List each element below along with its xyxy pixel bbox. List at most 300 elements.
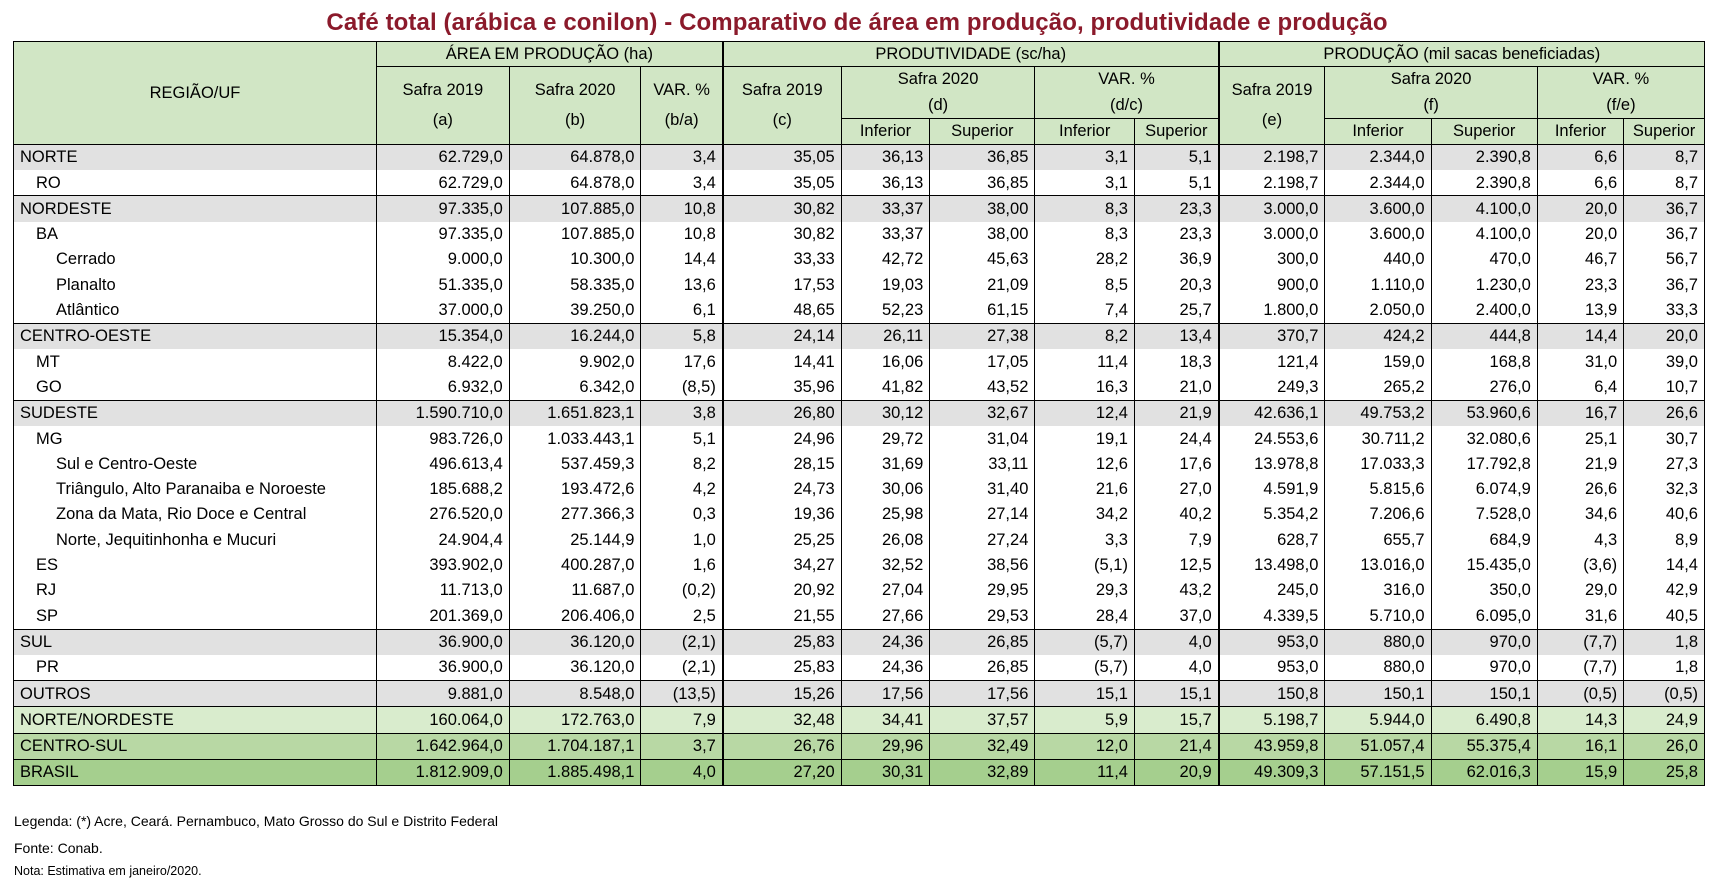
table-cell: 970,0 bbox=[1431, 655, 1537, 681]
table-cell: 953,0 bbox=[1219, 655, 1325, 681]
row-label: SUDESTE bbox=[14, 400, 377, 426]
table-cell: 107.885,0 bbox=[509, 196, 641, 222]
table-cell: 21,4 bbox=[1134, 733, 1218, 759]
table-cell: 15.354,0 bbox=[376, 323, 509, 349]
row-label: PR bbox=[14, 655, 377, 681]
table-cell: 24,9 bbox=[1624, 707, 1705, 733]
table-cell: 25.144,9 bbox=[509, 527, 641, 552]
table-cell: 29,0 bbox=[1537, 578, 1623, 603]
table-cell: 4.100,0 bbox=[1431, 222, 1537, 247]
table-cell: 38,00 bbox=[930, 196, 1035, 222]
table-cell: 16,3 bbox=[1035, 375, 1135, 401]
table-cell: 21,6 bbox=[1035, 477, 1135, 502]
table-cell: 17,6 bbox=[641, 349, 723, 374]
row-label: NORTE bbox=[14, 144, 377, 170]
table-cell: 24.553,6 bbox=[1219, 426, 1325, 451]
table-cell: 52,23 bbox=[841, 298, 930, 324]
row-label: RO bbox=[14, 170, 377, 196]
table-cell: 14,4 bbox=[641, 247, 723, 272]
table-cell: 33,37 bbox=[841, 222, 930, 247]
table-cell: 15,1 bbox=[1035, 681, 1135, 707]
table-cell: 20,3 bbox=[1134, 272, 1218, 297]
header-superior: Superior bbox=[1431, 118, 1537, 144]
table-cell: 24,14 bbox=[723, 323, 841, 349]
table-cell: 4,0 bbox=[1134, 655, 1218, 681]
table-cell: 42.636,1 bbox=[1219, 400, 1325, 426]
table-cell: 20,9 bbox=[1134, 760, 1218, 786]
table-cell: 16,7 bbox=[1537, 400, 1623, 426]
table-body bbox=[14, 144, 1705, 785]
table-cell: 16,1 bbox=[1537, 733, 1623, 759]
header-inferior: Inferior bbox=[841, 118, 930, 144]
table-cell: 8,2 bbox=[641, 451, 723, 476]
table-cell: 4,0 bbox=[1134, 629, 1218, 655]
table-cell: 30.711,2 bbox=[1325, 426, 1431, 451]
table-cell: 953,0 bbox=[1219, 629, 1325, 655]
row-label: BRASIL bbox=[14, 760, 377, 786]
table-cell: 440,0 bbox=[1325, 247, 1431, 272]
table-cell: 13,6 bbox=[641, 272, 723, 297]
table-cell: 4.100,0 bbox=[1431, 196, 1537, 222]
table-cell: 23,3 bbox=[1134, 196, 1218, 222]
table-cell: 16.244,0 bbox=[509, 323, 641, 349]
row-label: OUTROS bbox=[14, 681, 377, 707]
table-cell: 42,72 bbox=[841, 247, 930, 272]
header-prod-var: VAR. % bbox=[1035, 67, 1219, 93]
table-cell: 49.309,3 bbox=[1219, 760, 1325, 786]
table-cell: 265,2 bbox=[1325, 375, 1431, 401]
table-cell: 20,0 bbox=[1537, 196, 1623, 222]
table-cell: 10,7 bbox=[1624, 375, 1705, 401]
table-cell: 15,7 bbox=[1134, 707, 1218, 733]
table-cell: 53.960,6 bbox=[1431, 400, 1537, 426]
table-cell: 0,3 bbox=[641, 502, 723, 527]
table-row bbox=[14, 477, 1705, 502]
table-cell: 3.000,0 bbox=[1219, 196, 1325, 222]
table-cell: 6.490,8 bbox=[1431, 707, 1537, 733]
table-cell: 628,7 bbox=[1219, 527, 1325, 552]
table-cell: 29,3 bbox=[1035, 578, 1135, 603]
table-cell: 56,7 bbox=[1624, 247, 1705, 272]
row-label: CENTRO-SUL bbox=[14, 733, 377, 759]
table-cell: 9.000,0 bbox=[376, 247, 509, 272]
table-cell: 14,4 bbox=[1624, 553, 1705, 578]
table-cell: 5,1 bbox=[641, 426, 723, 451]
table-cell: 6,4 bbox=[1537, 375, 1623, 401]
table-cell: 32,48 bbox=[723, 707, 841, 733]
table-cell: 150,1 bbox=[1431, 681, 1537, 707]
table-cell: 160.064,0 bbox=[376, 707, 509, 733]
table-cell: 1.033.443,1 bbox=[509, 426, 641, 451]
table-cell: 40,5 bbox=[1624, 603, 1705, 629]
table-row bbox=[14, 323, 1705, 349]
table-cell: 33,11 bbox=[930, 451, 1035, 476]
header-d: (d) bbox=[841, 92, 1035, 118]
table-cell: 17,6 bbox=[1134, 451, 1218, 476]
table-cell: 38,56 bbox=[930, 553, 1035, 578]
header-dc: (d/c) bbox=[1035, 92, 1219, 118]
table-cell: 4.339,5 bbox=[1219, 603, 1325, 629]
table-cell: 21,9 bbox=[1537, 451, 1623, 476]
table-cell: 25,83 bbox=[723, 655, 841, 681]
table-cell: 537.459,3 bbox=[509, 451, 641, 476]
row-label: SUL bbox=[14, 629, 377, 655]
table-cell: 64.878,0 bbox=[509, 144, 641, 170]
table-cell: 30,82 bbox=[723, 196, 841, 222]
table-cell: 8,9 bbox=[1624, 527, 1705, 552]
table-cell: 3.600,0 bbox=[1325, 196, 1431, 222]
table-cell: 2.198,7 bbox=[1219, 170, 1325, 196]
table-cell: 40,6 bbox=[1624, 502, 1705, 527]
table-cell: 20,92 bbox=[723, 578, 841, 603]
table-cell: 34,6 bbox=[1537, 502, 1623, 527]
table-cell: 8.422,0 bbox=[376, 349, 509, 374]
table-cell: 3,7 bbox=[641, 733, 723, 759]
table-cell: 277.366,3 bbox=[509, 502, 641, 527]
table-cell: 1.651.823,1 bbox=[509, 400, 641, 426]
table-cell: 2.198,7 bbox=[1219, 144, 1325, 170]
table-cell: 983.726,0 bbox=[376, 426, 509, 451]
table-cell: 19,1 bbox=[1035, 426, 1135, 451]
table-cell: 27,14 bbox=[930, 502, 1035, 527]
table-cell: 43,52 bbox=[930, 375, 1035, 401]
row-label: CENTRO-OESTE bbox=[14, 323, 377, 349]
table-cell: 21,09 bbox=[930, 272, 1035, 297]
table-cell: 26,08 bbox=[841, 527, 930, 552]
table-cell: 26,85 bbox=[930, 629, 1035, 655]
header-producao: PRODUÇÃO (mil sacas beneficiadas) bbox=[1219, 42, 1705, 67]
table-cell: 42,9 bbox=[1624, 578, 1705, 603]
table-cell: 25,98 bbox=[841, 502, 930, 527]
table-row bbox=[14, 553, 1705, 578]
table-cell: (2,1) bbox=[641, 629, 723, 655]
table-cell: 1.704.187,1 bbox=[509, 733, 641, 759]
table-cell: 29,72 bbox=[841, 426, 930, 451]
table-cell: 25,1 bbox=[1537, 426, 1623, 451]
footer-legenda: Legenda: (*) Acre, Ceará. Pernambuco, Mato Grosso do Sul e Distrito Federal bbox=[14, 813, 499, 829]
header-inferior: Inferior bbox=[1035, 118, 1135, 144]
table-row bbox=[14, 272, 1705, 297]
table-cell: 21,9 bbox=[1134, 400, 1218, 426]
table-cell: 444,8 bbox=[1431, 323, 1537, 349]
table-row bbox=[14, 527, 1705, 552]
table-cell: 97.335,0 bbox=[376, 222, 509, 247]
table-row bbox=[14, 578, 1705, 603]
table-cell: 6.932,0 bbox=[376, 375, 509, 401]
table-cell: 17,56 bbox=[930, 681, 1035, 707]
header-area: ÁREA EM PRODUÇÃO (ha) bbox=[376, 42, 722, 67]
table-cell: 32.080,6 bbox=[1431, 426, 1537, 451]
table-cell: 12,6 bbox=[1035, 451, 1135, 476]
table-cell: 5,1 bbox=[1134, 144, 1218, 170]
table-cell: 6.095,0 bbox=[1431, 603, 1537, 629]
table-cell: 300,0 bbox=[1219, 247, 1325, 272]
header-area-var: VAR. % (b/a) bbox=[641, 67, 723, 145]
table-cell: 97.335,0 bbox=[376, 196, 509, 222]
table-cell: 35,05 bbox=[723, 170, 841, 196]
table-cell: 33,33 bbox=[723, 247, 841, 272]
table-cell: 7,9 bbox=[641, 707, 723, 733]
table-cell: 13.978,8 bbox=[1219, 451, 1325, 476]
row-label: NORDESTE bbox=[14, 196, 377, 222]
table-cell: 24,36 bbox=[841, 655, 930, 681]
table-cell: 31,04 bbox=[930, 426, 1035, 451]
table-row bbox=[14, 629, 1705, 655]
table-cell: 15.435,0 bbox=[1431, 553, 1537, 578]
table-cell: 36,13 bbox=[841, 144, 930, 170]
table-cell: 8.548,0 bbox=[509, 681, 641, 707]
table-cell: 7.528,0 bbox=[1431, 502, 1537, 527]
table-cell: 350,0 bbox=[1431, 578, 1537, 603]
table-cell: 8,7 bbox=[1624, 144, 1705, 170]
table-cell: 61,15 bbox=[930, 298, 1035, 324]
table-cell: 15,26 bbox=[723, 681, 841, 707]
table-cell: 276.520,0 bbox=[376, 502, 509, 527]
table-cell: 5,9 bbox=[1035, 707, 1135, 733]
table-cell: 5.354,2 bbox=[1219, 502, 1325, 527]
row-label: Cerrado bbox=[14, 247, 377, 272]
table-cell: 3.000,0 bbox=[1219, 222, 1325, 247]
table-cell: 7.206,6 bbox=[1325, 502, 1431, 527]
header-area-safra2019: Safra 2019 (a) bbox=[376, 67, 509, 145]
header-producao-safra2020: Safra 2020 bbox=[1325, 67, 1537, 93]
table-cell: 3,4 bbox=[641, 170, 723, 196]
header-prod-safra2019: Safra 2019 (c) bbox=[723, 67, 841, 145]
table-cell: 19,03 bbox=[841, 272, 930, 297]
table-cell: 28,15 bbox=[723, 451, 841, 476]
table-cell: 32,3 bbox=[1624, 477, 1705, 502]
row-label: MG bbox=[14, 426, 377, 451]
table-cell: 1.642.964,0 bbox=[376, 733, 509, 759]
table-cell: 32,49 bbox=[930, 733, 1035, 759]
table-cell: 17.792,8 bbox=[1431, 451, 1537, 476]
table-cell: 29,95 bbox=[930, 578, 1035, 603]
row-label: ES bbox=[14, 553, 377, 578]
table-cell: 10.300,0 bbox=[509, 247, 641, 272]
table-cell: 316,0 bbox=[1325, 578, 1431, 603]
table-row bbox=[14, 733, 1705, 759]
table-cell: 28,2 bbox=[1035, 247, 1135, 272]
table-cell: 51.057,4 bbox=[1325, 733, 1431, 759]
table-cell: 27,66 bbox=[841, 603, 930, 629]
table-cell: 48,65 bbox=[723, 298, 841, 324]
table-row bbox=[14, 247, 1705, 272]
table-cell: 2.390,8 bbox=[1431, 144, 1537, 170]
table-cell: 13.016,0 bbox=[1325, 553, 1431, 578]
table-cell: 36,7 bbox=[1624, 222, 1705, 247]
table-cell: 276,0 bbox=[1431, 375, 1537, 401]
table-cell: 30,7 bbox=[1624, 426, 1705, 451]
table-cell: 15,1 bbox=[1134, 681, 1218, 707]
table-cell: (0,2) bbox=[641, 578, 723, 603]
table-cell: 17.033,3 bbox=[1325, 451, 1431, 476]
table-cell: 24,73 bbox=[723, 477, 841, 502]
table-cell: 17,56 bbox=[841, 681, 930, 707]
table-cell: 14,4 bbox=[1537, 323, 1623, 349]
data-table bbox=[13, 41, 1705, 786]
table-cell: 58.335,0 bbox=[509, 272, 641, 297]
header-produtividade: PRODUTIVIDADE (sc/ha) bbox=[723, 42, 1219, 67]
table-cell: 5.815,6 bbox=[1325, 477, 1431, 502]
table-cell: 400.287,0 bbox=[509, 553, 641, 578]
table-row bbox=[14, 144, 1705, 170]
table-cell: 30,06 bbox=[841, 477, 930, 502]
table-cell: 32,67 bbox=[930, 400, 1035, 426]
table-cell: 10,8 bbox=[641, 222, 723, 247]
table-row bbox=[14, 196, 1705, 222]
table-row bbox=[14, 400, 1705, 426]
row-label: MT bbox=[14, 349, 377, 374]
table-cell: 26,80 bbox=[723, 400, 841, 426]
table-cell: 1,6 bbox=[641, 553, 723, 578]
table-cell: 2.050,0 bbox=[1325, 298, 1431, 324]
table-row bbox=[14, 349, 1705, 374]
table-cell: 3,4 bbox=[641, 144, 723, 170]
table-cell: 2.344,0 bbox=[1325, 170, 1431, 196]
table-cell: 36.900,0 bbox=[376, 629, 509, 655]
table-cell: 14,41 bbox=[723, 349, 841, 374]
table-cell: 5.944,0 bbox=[1325, 707, 1431, 733]
table-cell: 37,57 bbox=[930, 707, 1035, 733]
table-cell: 36,85 bbox=[930, 170, 1035, 196]
table-cell: 24,96 bbox=[723, 426, 841, 451]
table-cell: 8,3 bbox=[1035, 222, 1135, 247]
table-cell: 39.250,0 bbox=[509, 298, 641, 324]
table-cell: 36,7 bbox=[1624, 196, 1705, 222]
table-cell: 26,76 bbox=[723, 733, 841, 759]
table-cell: 249,3 bbox=[1219, 375, 1325, 401]
page-title: Café total (arábica e conilon) - Comparativo de área em produção, produtividade e produção bbox=[326, 9, 1388, 36]
table-cell: 45,63 bbox=[930, 247, 1035, 272]
table-cell: 36,13 bbox=[841, 170, 930, 196]
table-cell: 6,6 bbox=[1537, 144, 1623, 170]
header-superior: Superior bbox=[1624, 118, 1705, 144]
table-cell: 7,4 bbox=[1035, 298, 1135, 324]
table-cell: 5,8 bbox=[641, 323, 723, 349]
row-label: GO bbox=[14, 375, 377, 401]
table-cell: 370,7 bbox=[1219, 323, 1325, 349]
table-cell: 43,2 bbox=[1134, 578, 1218, 603]
header-fe: (f/e) bbox=[1537, 92, 1704, 118]
table-cell: 20,0 bbox=[1537, 222, 1623, 247]
table-cell: (5,7) bbox=[1035, 629, 1135, 655]
footer-nota: Nota: Estimativa em janeiro/2020. bbox=[14, 864, 202, 878]
table-cell: 21,55 bbox=[723, 603, 841, 629]
table-cell: 393.902,0 bbox=[376, 553, 509, 578]
table-cell: 6.342,0 bbox=[509, 375, 641, 401]
table-cell: 36,7 bbox=[1624, 272, 1705, 297]
table-cell: 245,0 bbox=[1219, 578, 1325, 603]
header-superior: Superior bbox=[1134, 118, 1218, 144]
table-cell: 64.878,0 bbox=[509, 170, 641, 196]
table-cell: 36,85 bbox=[930, 144, 1035, 170]
table-cell: 6,1 bbox=[641, 298, 723, 324]
table-cell: 172.763,0 bbox=[509, 707, 641, 733]
row-label: Sul e Centro-Oeste bbox=[14, 451, 377, 476]
table-cell: 26,6 bbox=[1624, 400, 1705, 426]
table-cell: 1.110,0 bbox=[1325, 272, 1431, 297]
table-cell: 8,2 bbox=[1035, 323, 1135, 349]
table-cell: 3,3 bbox=[1035, 527, 1135, 552]
table-row bbox=[14, 426, 1705, 451]
table-cell: 31,40 bbox=[930, 477, 1035, 502]
table-cell: 5,1 bbox=[1134, 170, 1218, 196]
table-cell: 2,5 bbox=[641, 603, 723, 629]
table-cell: 11,4 bbox=[1035, 349, 1135, 374]
table-cell: 9.902,0 bbox=[509, 349, 641, 374]
table-cell: 159,0 bbox=[1325, 349, 1431, 374]
table-row bbox=[14, 603, 1705, 629]
table-cell: 33,3 bbox=[1624, 298, 1705, 324]
header-inferior: Inferior bbox=[1537, 118, 1623, 144]
table-cell: 5.198,7 bbox=[1219, 707, 1325, 733]
table-cell: 206.406,0 bbox=[509, 603, 641, 629]
table-cell: 26,6 bbox=[1537, 477, 1623, 502]
table-cell: (0,5) bbox=[1624, 681, 1705, 707]
table-cell: (5,1) bbox=[1035, 553, 1135, 578]
table-cell: 6.074,9 bbox=[1431, 477, 1537, 502]
table-cell: 1,8 bbox=[1624, 629, 1705, 655]
header-producao-var: VAR. % bbox=[1537, 67, 1704, 93]
table-cell: 31,6 bbox=[1537, 603, 1623, 629]
table-cell: 3,1 bbox=[1035, 170, 1135, 196]
table-cell: 2.390,8 bbox=[1431, 170, 1537, 196]
table-cell: 26,11 bbox=[841, 323, 930, 349]
table-cell: 36.120,0 bbox=[509, 655, 641, 681]
row-label: RJ bbox=[14, 578, 377, 603]
table-cell: (0,5) bbox=[1537, 681, 1623, 707]
table-cell: 24,4 bbox=[1134, 426, 1218, 451]
header-superior: Superior bbox=[930, 118, 1035, 144]
table-cell: 2.344,0 bbox=[1325, 144, 1431, 170]
table-cell: 10,8 bbox=[641, 196, 723, 222]
table-cell: 1,0 bbox=[641, 527, 723, 552]
table-row bbox=[14, 681, 1705, 707]
table-cell: 4,0 bbox=[641, 760, 723, 786]
table-cell: 4,3 bbox=[1537, 527, 1623, 552]
table-cell: 26,85 bbox=[930, 655, 1035, 681]
table-cell: 13.498,0 bbox=[1219, 553, 1325, 578]
table-cell: 34,27 bbox=[723, 553, 841, 578]
table-cell: 32,89 bbox=[930, 760, 1035, 786]
table-row bbox=[14, 502, 1705, 527]
table-cell: 57.151,5 bbox=[1325, 760, 1431, 786]
table-cell: (7,7) bbox=[1537, 629, 1623, 655]
table-cell: 30,82 bbox=[723, 222, 841, 247]
header-area-safra2020: Safra 2020 (b) bbox=[509, 67, 641, 145]
table-cell: 13,9 bbox=[1537, 298, 1623, 324]
table-cell: 35,96 bbox=[723, 375, 841, 401]
table-cell: 39,0 bbox=[1624, 349, 1705, 374]
table-cell: 3,8 bbox=[641, 400, 723, 426]
table-cell: 15,9 bbox=[1537, 760, 1623, 786]
table-cell: 20,0 bbox=[1624, 323, 1705, 349]
table-cell: 25,7 bbox=[1134, 298, 1218, 324]
table-cell: 900,0 bbox=[1219, 272, 1325, 297]
row-label: Triângulo, Alto Paranaiba e Noroeste bbox=[14, 477, 377, 502]
table-cell: 11,4 bbox=[1035, 760, 1135, 786]
table-row bbox=[14, 655, 1705, 681]
header-f: (f) bbox=[1325, 92, 1537, 118]
table-cell: 62.016,3 bbox=[1431, 760, 1537, 786]
table-cell: 27,38 bbox=[930, 323, 1035, 349]
table-cell: 34,41 bbox=[841, 707, 930, 733]
table-cell: 655,7 bbox=[1325, 527, 1431, 552]
table-cell: 30,31 bbox=[841, 760, 930, 786]
table-cell: 27,3 bbox=[1624, 451, 1705, 476]
table-row bbox=[14, 222, 1705, 247]
table-cell: 62.729,0 bbox=[376, 170, 509, 196]
